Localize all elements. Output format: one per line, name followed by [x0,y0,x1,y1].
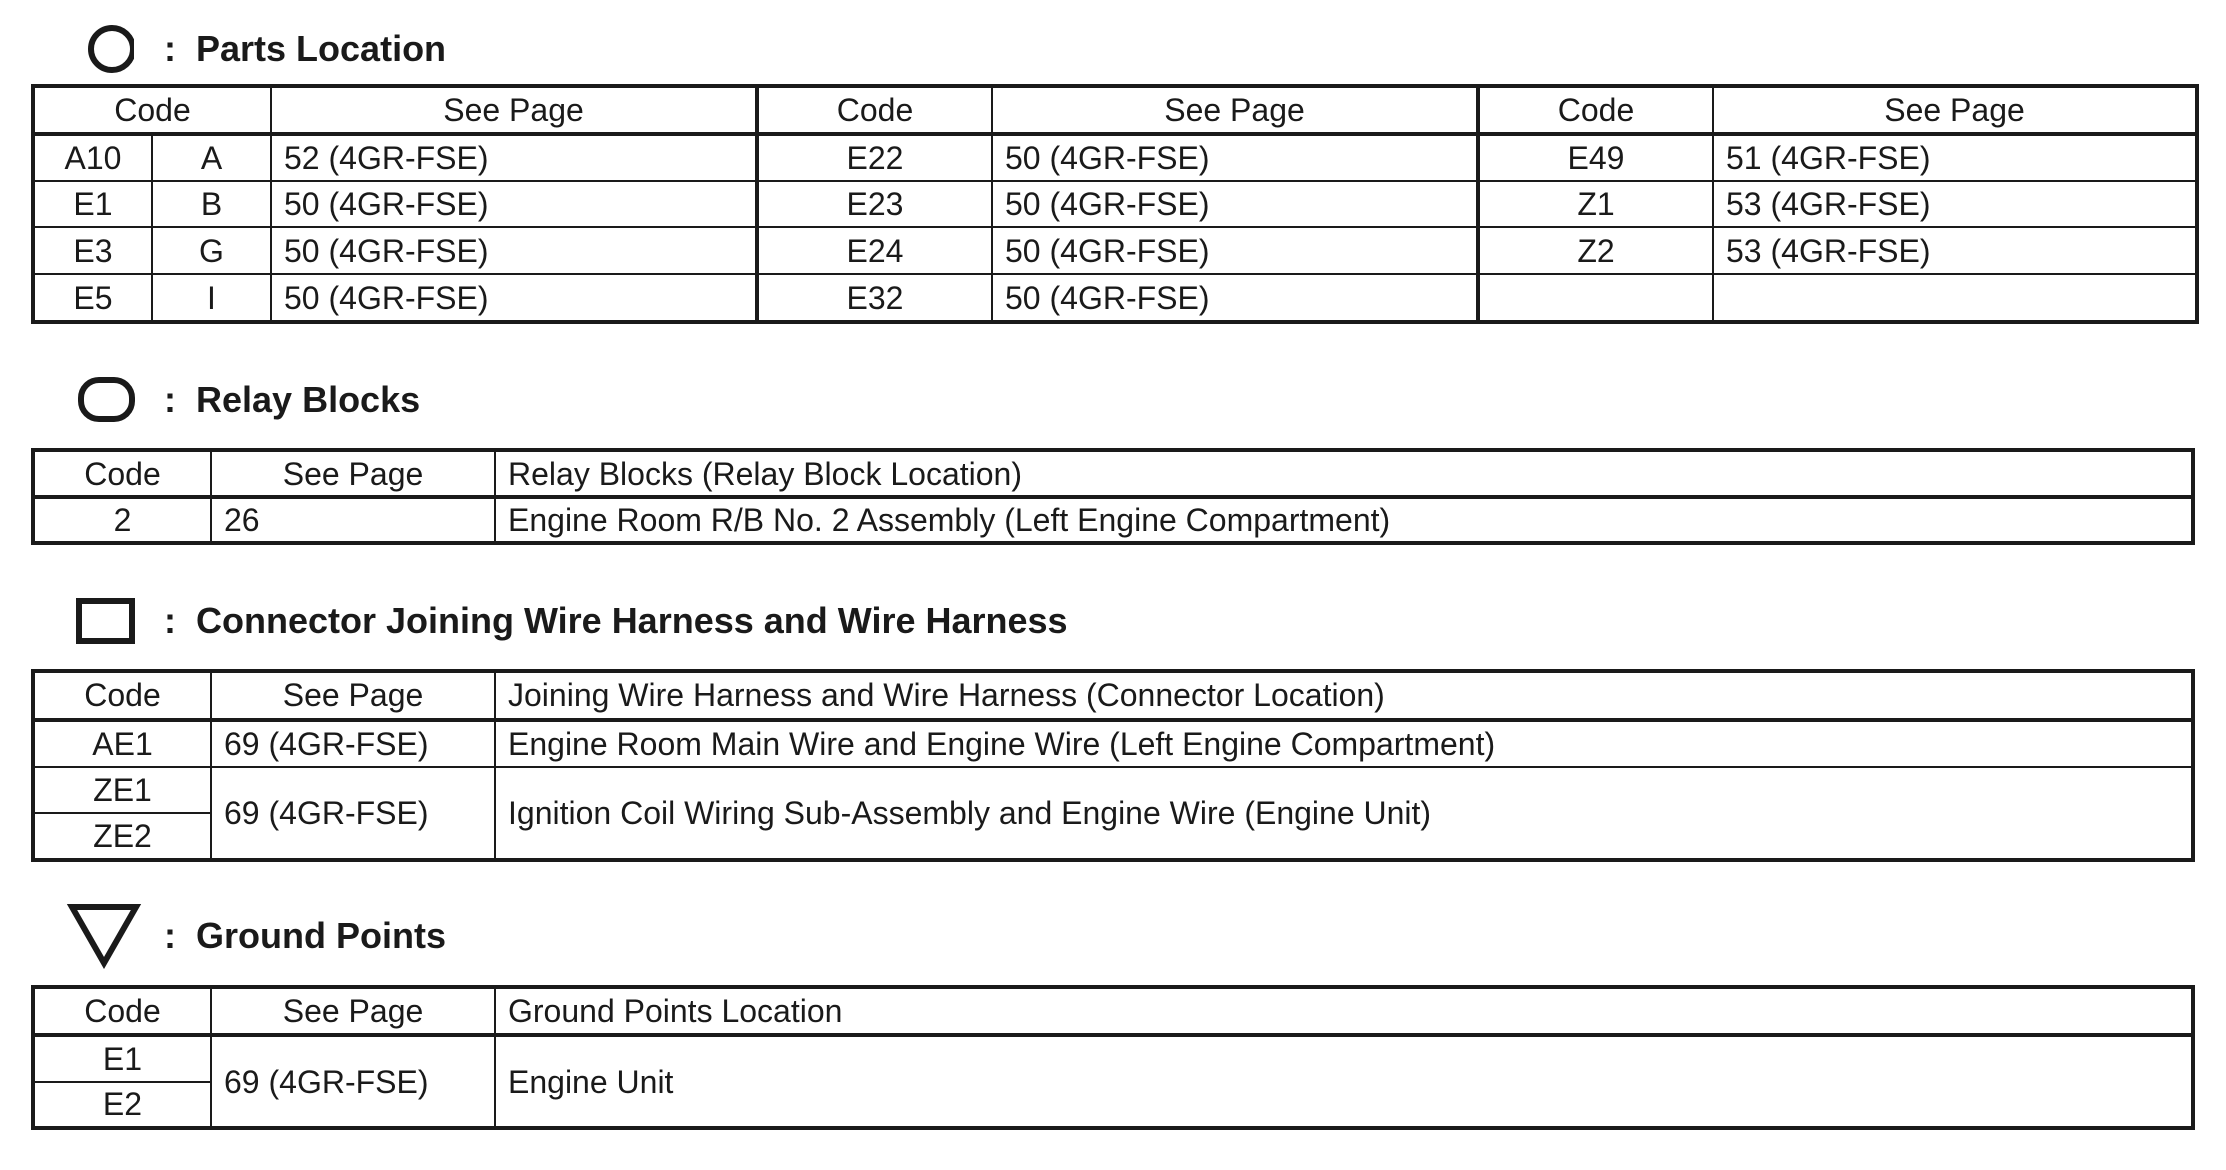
connector-joining-header-row [33,671,2193,720]
parts-location-colon: : [164,28,176,69]
col-header-description: Relay Blocks (Relay Block Location) [495,450,2193,497]
connector-joining-title: Connector Joining Wire Harness and Wire Harness [196,600,1068,641]
relay-blocks-title: Relay Blocks [196,379,421,420]
col-header-code: Code [757,86,992,134]
part-page: 53 (4GR-FSE) [1713,181,2197,228]
parts-location-header [64,19,446,79]
connector-page: 69 (4GR-FSE) [211,767,495,860]
relay-blocks-header [64,370,420,430]
col-header-see-page: See Page [1713,86,2197,134]
part-code: E5 [33,274,152,322]
rounded-rectangle-icon [64,370,144,430]
table-row [33,1035,2193,1081]
col-header-description: Joining Wire Harness and Wire Harness (Connector Location) [495,671,2193,720]
table-row [33,497,2193,543]
ground-points-header-row [33,987,2193,1035]
part-code: A10 [33,134,152,181]
part-code [1478,274,1713,322]
relay-blocks-header-row [33,450,2193,497]
part-page: 50 (4GR-FSE) [271,181,757,228]
ground-points-colon: : [164,915,176,956]
part-page: 53 (4GR-FSE) [1713,227,2197,274]
part-page: 50 (4GR-FSE) [992,181,1478,228]
ground-points-header [64,906,446,966]
part-page: 50 (4GR-FSE) [271,227,757,274]
part-code: E24 [757,227,992,274]
table-row [33,767,2193,813]
table-row [33,134,2197,181]
col-header-see-page: See Page [211,450,495,497]
parts-location-table [31,84,2199,324]
ground-description: Engine Unit [495,1035,2193,1128]
circle-icon [64,19,144,79]
col-header-code: Code [1478,86,1713,134]
part-letter: B [152,181,271,228]
part-code: Z2 [1478,227,1713,274]
connector-joining-header [64,591,1068,651]
connector-description: Ignition Coil Wiring Sub-Assembly and Engine Wire (Engine Unit) [495,767,2193,860]
triangle-down-icon [64,906,144,966]
connector-description: Engine Room Main Wire and Engine Wire (Left Engine Compartment) [495,720,2193,768]
parts-location-header-row [33,86,2197,134]
part-page: 50 (4GR-FSE) [992,274,1478,322]
part-letter: A [152,134,271,181]
ground-points-title: Ground Points [196,915,446,956]
col-header-see-page: See Page [211,671,495,720]
part-code: E23 [757,181,992,228]
table-row [33,274,2197,322]
connector-code: AE1 [33,720,211,768]
col-header-code: Code [33,86,271,134]
connector-joining-table [31,669,2195,862]
col-header-see-page: See Page [992,86,1478,134]
rectangle-icon [64,591,144,651]
parts-location-title: Parts Location [196,28,447,69]
part-code: E3 [33,227,152,274]
table-row [33,720,2193,768]
part-code: E49 [1478,134,1713,181]
relay-blocks-colon: : [164,379,176,420]
part-letter: G [152,227,271,274]
part-page: 52 (4GR-FSE) [271,134,757,181]
col-header-see-page: See Page [211,987,495,1035]
part-letter: I [152,274,271,322]
relay-description: Engine Room R/B No. 2 Assembly (Left Engine Compartment) [495,497,2193,543]
part-code: E32 [757,274,992,322]
part-code: E1 [33,181,152,228]
connector-code: ZE2 [33,813,211,860]
connector-joining-colon: : [164,600,176,641]
connector-page: 69 (4GR-FSE) [211,720,495,768]
part-page: 50 (4GR-FSE) [992,227,1478,274]
part-page: 50 (4GR-FSE) [271,274,757,322]
ground-points-table [31,985,2195,1130]
part-page: 51 (4GR-FSE) [1713,134,2197,181]
table-row [33,227,2197,274]
ground-code: E1 [33,1035,211,1081]
part-code: E22 [757,134,992,181]
col-header-code: Code [33,671,211,720]
ground-code: E2 [33,1082,211,1128]
col-header-code: Code [33,450,211,497]
relay-blocks-table [31,448,2195,545]
part-code: Z1 [1478,181,1713,228]
ground-page: 69 (4GR-FSE) [211,1035,495,1128]
relay-code: 2 [33,497,211,543]
relay-page: 26 [211,497,495,543]
table-row [33,181,2197,228]
col-header-description: Ground Points Location [495,987,2193,1035]
part-page [1713,274,2197,322]
col-header-see-page: See Page [271,86,757,134]
connector-code: ZE1 [33,767,211,813]
col-header-code: Code [33,987,211,1035]
part-page: 50 (4GR-FSE) [992,134,1478,181]
